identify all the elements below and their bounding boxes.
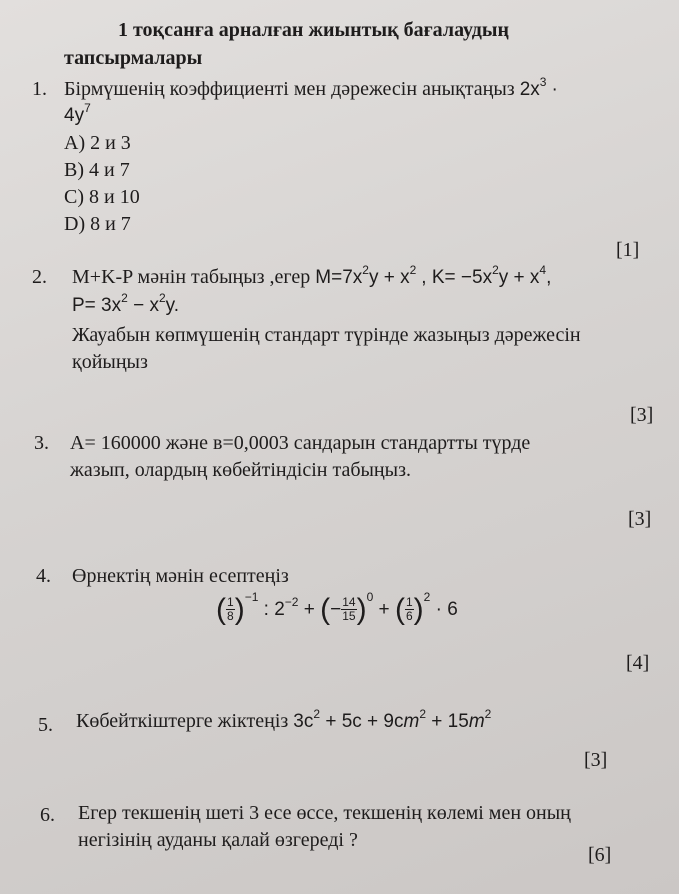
q1-option-d: D) 8 и 7 (64, 213, 131, 235)
q2-line-1 (72, 265, 551, 290)
q4-fraction-3: $\frac{1}{6}$ (405, 595, 413, 624)
q2-score: [3] (630, 404, 654, 426)
q1-option-a: A) 2 и 3 (64, 132, 131, 154)
q6-number: 6. (40, 804, 55, 826)
q3-line-2: жазып, олардың көбейтіндісін табыңыз. (70, 459, 411, 481)
q4-number: 4. (36, 565, 51, 587)
q1-option-c: C) 8 и 10 (64, 186, 140, 208)
q5-text: Көбейткіштерге жіктеңіз (76, 710, 289, 732)
q2-line-4: қойыңыз (72, 351, 148, 373)
q2-k-definition: , $K= -5x^2y + x^4$, (421, 263, 552, 288)
q5-score: [3] (584, 749, 608, 771)
q4-fraction-1: $\frac{1}{8}$ (227, 595, 234, 624)
q1-number: 1. (32, 78, 47, 100)
q1-expr-a: $2x^3$ (519, 75, 547, 100)
q2-line-3: Жауабын көпмүшенің стандарт түрінде жазыңыз дәрежесін (72, 324, 581, 346)
q4-score: [4] (626, 652, 650, 674)
q4-text: Өрнектің мәнін есептеңіз (72, 565, 289, 587)
q2-p-definition: $P= 3x^2 - x^2y$. (72, 291, 180, 316)
q6-line-2: негізінің ауданы қалай өзгереді ? (78, 829, 358, 851)
q1-dot: · (551, 79, 558, 100)
q1-expr-b: $4y^7$ (64, 101, 91, 126)
q5-line (76, 709, 491, 734)
title-line-2: тапсырмалары (64, 47, 203, 69)
q1-score: [1] (616, 239, 640, 261)
q3-number: 3. (34, 432, 49, 454)
q5-number: 5. (38, 714, 53, 736)
q2-number: 2. (32, 266, 47, 288)
q2-m-definition: $M=7x^2y + x^2$ (315, 263, 417, 288)
q3-score: [3] (628, 508, 652, 530)
q4-expression: ( $\frac{1}{8}$ )$^{-1}$ : $2^{-2}$ + (− $\frac{14}{15}$ )$^0$ + ( $\frac{1}{6}$ )$^2$ · 6 (216, 590, 458, 626)
q1-prompt: Бірмүшенің коэффициенті мен дәрежесін анықтаңыз (64, 78, 515, 100)
q3-line-1: A= 160000 және в=0,0003 сандарын стандартты түрде (70, 432, 531, 454)
q1-text (64, 77, 558, 102)
q1-option-b: B) 4 и 7 (64, 159, 130, 181)
title-line-1: 1 тоқсанға арналған жиынтық бағалаудың (118, 19, 510, 41)
q6-line-1: Егер текшенің шеті 3 есе өссе, текшенің көлемі мен оның (78, 802, 571, 824)
q6-score: [6] (588, 844, 612, 866)
q5-expression: $3c^2 + 5c + 9cm^2 + 15m^2$ (293, 707, 492, 732)
q4-fraction-2: $\frac{14}{15}$ (342, 595, 356, 624)
q2-lead: M+K-P мәнін табыңыз ,егер (72, 266, 311, 288)
